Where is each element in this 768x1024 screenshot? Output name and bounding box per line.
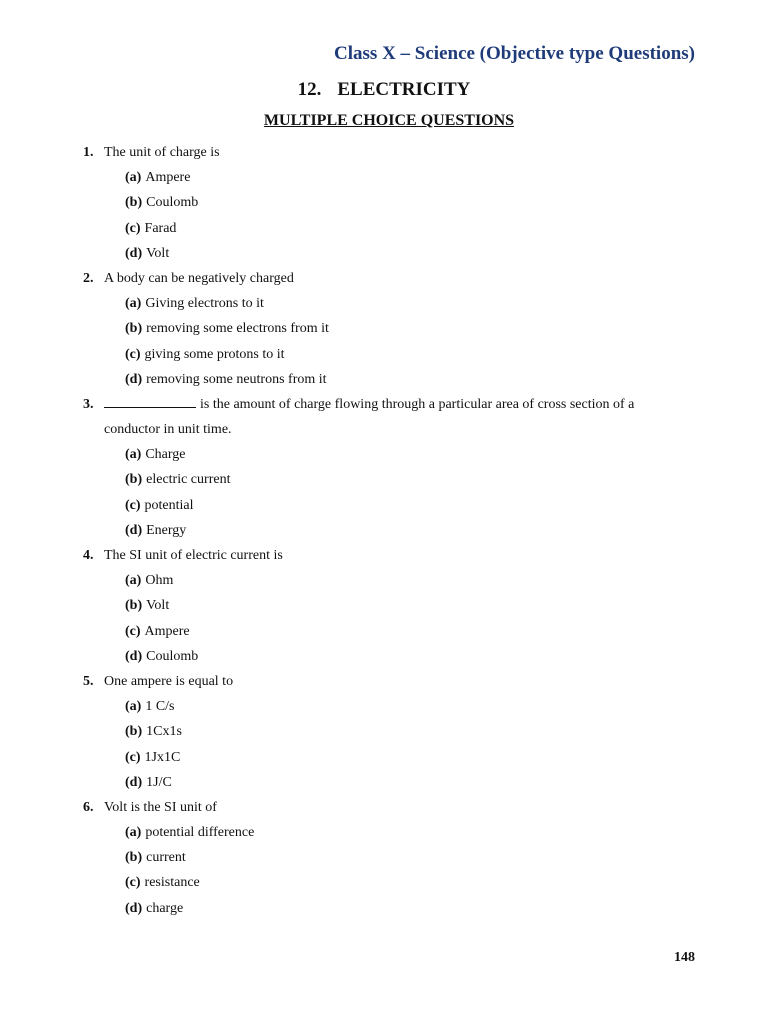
- answer-option: [83, 190, 703, 215]
- answer-option: [83, 316, 703, 341]
- document-header-title: Class X – Science (Objective type Questions): [334, 43, 695, 64]
- option-letter: (c): [125, 220, 141, 236]
- question-text: is the amount of charge flowing through a particular area of cross section of a: [200, 396, 635, 412]
- option-text: Ampere: [144, 623, 190, 639]
- answer-option: [83, 820, 703, 845]
- question-6: [83, 795, 703, 820]
- option-text: Farad: [144, 220, 177, 236]
- option-letter: (d): [125, 245, 143, 261]
- section-title: MULTIPLE CHOICE QUESTIONS: [263, 112, 515, 129]
- option-letter: (b): [125, 321, 143, 337]
- question-3: [83, 392, 703, 417]
- option-letter: (b): [125, 850, 143, 866]
- option-text: Volt: [146, 245, 170, 261]
- question-text: A body can be negatively charged: [104, 270, 294, 286]
- option-letter: (a): [125, 447, 142, 463]
- question-number: 5.: [83, 673, 94, 689]
- option-text: Coulomb: [146, 195, 199, 211]
- answer-option: [83, 896, 703, 921]
- option-text: Ampere: [145, 170, 191, 186]
- option-text: removing some electrons from it: [146, 321, 329, 337]
- answer-option: [83, 216, 703, 241]
- option-letter: (c): [125, 346, 141, 362]
- question-1: [83, 140, 703, 165]
- question-number: 1.: [83, 145, 94, 160]
- option-text: 1Cx1s: [146, 724, 182, 740]
- option-text: current: [146, 850, 186, 866]
- question-5: [83, 669, 703, 694]
- option-letter: (b): [125, 195, 143, 211]
- answer-option: [83, 518, 703, 543]
- option-text: 1Jx1C: [144, 749, 181, 765]
- question-number: 4.: [83, 548, 94, 563]
- question-text: The SI unit of electric current is: [104, 548, 283, 563]
- answer-option: [83, 745, 703, 770]
- question-text: The unit of charge is: [104, 145, 220, 160]
- question-number: 3.: [83, 396, 94, 412]
- option-text: Coulomb: [146, 648, 199, 664]
- question-number: 6.: [83, 799, 94, 815]
- option-letter: (d): [125, 774, 143, 790]
- option-letter: (b): [125, 724, 143, 740]
- answer-option: [83, 241, 703, 266]
- question-text: One ampere is equal to: [104, 673, 234, 689]
- option-text: removing some neutrons from it: [146, 371, 327, 387]
- page-number: 148: [674, 950, 695, 965]
- answer-option: [83, 467, 703, 492]
- option-letter: (b): [125, 472, 143, 488]
- option-letter: (a): [125, 573, 142, 589]
- answer-option: [83, 493, 703, 518]
- option-letter: (d): [125, 522, 143, 538]
- option-text: Energy: [146, 522, 187, 538]
- answer-option: [83, 442, 703, 467]
- answer-option: [83, 644, 703, 669]
- option-letter: (c): [125, 623, 141, 639]
- option-letter: (c): [125, 497, 141, 513]
- question-list: [83, 140, 703, 921]
- option-letter: (a): [125, 170, 142, 186]
- answer-option: [83, 619, 703, 644]
- chapter-title: [0, 79, 768, 101]
- option-letter: (d): [125, 648, 143, 664]
- option-text: potential difference: [145, 825, 255, 841]
- answer-option: [83, 770, 703, 795]
- answer-option: [83, 291, 703, 316]
- answer-option: [83, 165, 703, 190]
- option-text: 1 C/s: [145, 699, 175, 715]
- answer-option: [83, 342, 703, 367]
- option-text: resistance: [144, 875, 200, 891]
- option-text: Ohm: [145, 573, 174, 589]
- question-4: [83, 543, 703, 568]
- question-text: Volt is the SI unit of: [104, 799, 217, 815]
- option-text: giving some protons to it: [144, 346, 285, 362]
- fill-in-blank: [104, 395, 196, 408]
- answer-option: [83, 367, 703, 392]
- answer-option: [83, 694, 703, 719]
- chapter-name: ELECTRICITY: [337, 79, 471, 100]
- chapter-number: 12.: [297, 79, 322, 100]
- question-text-continuation: conductor in unit time.: [104, 422, 232, 438]
- option-letter: (b): [125, 598, 143, 614]
- answer-option: [83, 568, 703, 593]
- option-text: 1J/C: [146, 774, 172, 790]
- option-letter: (d): [125, 900, 143, 916]
- option-text: electric current: [146, 472, 231, 488]
- option-letter: (a): [125, 825, 142, 841]
- answer-option: [83, 845, 703, 870]
- option-text: charge: [146, 900, 184, 916]
- option-letter: (a): [125, 699, 142, 715]
- answer-option: [83, 593, 703, 618]
- option-text: potential: [144, 497, 194, 513]
- answer-option: [83, 719, 703, 744]
- option-text: Giving electrons to it: [145, 296, 264, 312]
- option-letter: (c): [125, 875, 141, 891]
- question-number: 2.: [83, 270, 94, 286]
- answer-option: [83, 870, 703, 895]
- option-text: Volt: [146, 598, 170, 614]
- option-letter: (c): [125, 749, 141, 765]
- question-2: [83, 266, 703, 291]
- option-letter: (d): [125, 371, 143, 387]
- option-letter: (a): [125, 296, 142, 312]
- option-text: Charge: [145, 447, 186, 463]
